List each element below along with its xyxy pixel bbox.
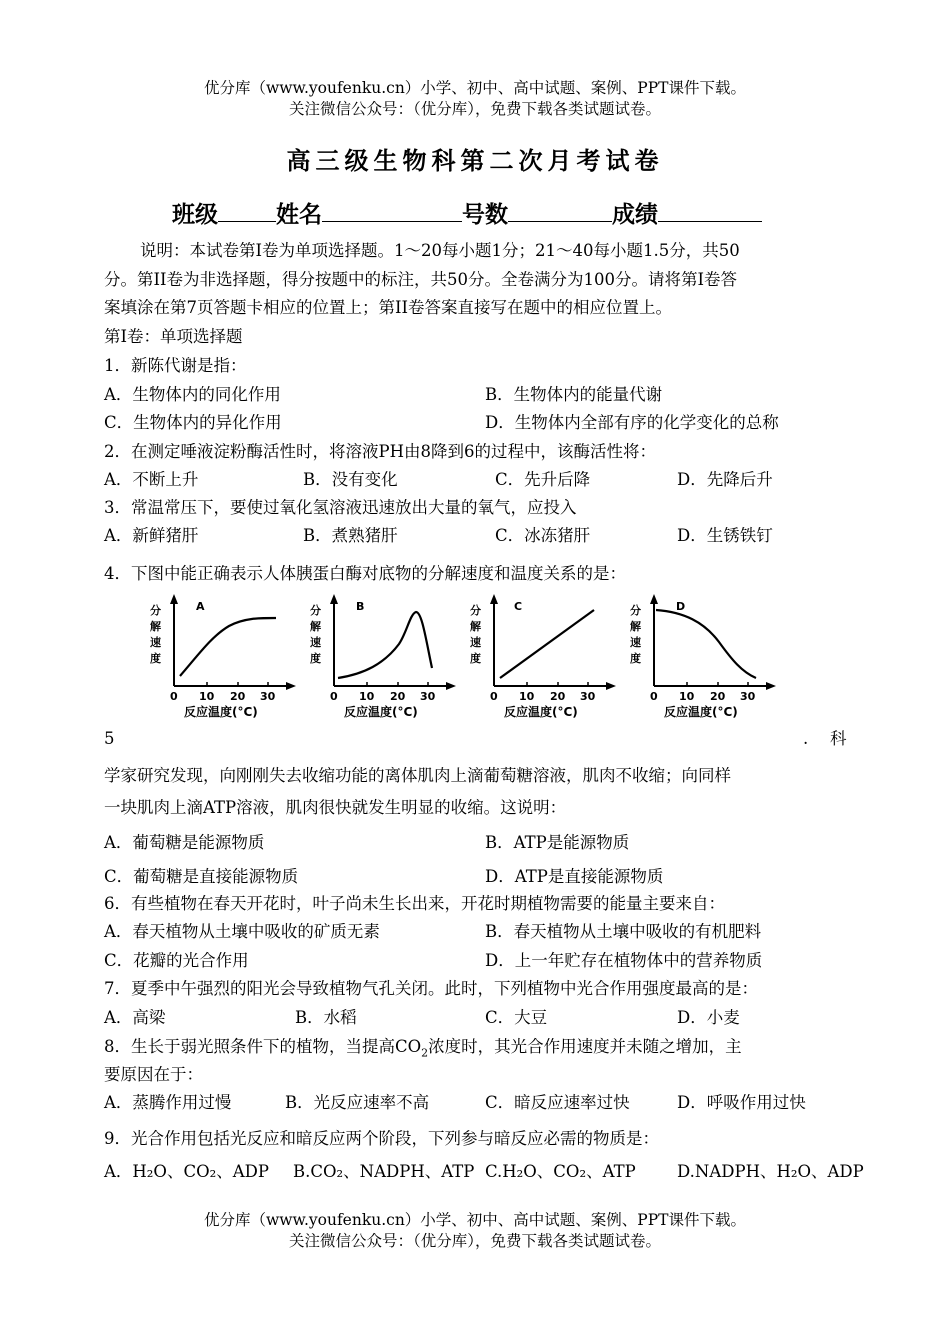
q7-option-a: A．高梁 [104,1008,166,1027]
graph-b-ylabel [310,603,322,665]
q8-stem-line2: 要原因在于： [104,1065,203,1084]
graph-a-ylabel [150,603,162,665]
q6-option-b: B．春天植物从土壤中吸收的有机肥料 [485,922,762,941]
q1-option-a: A．生物体内的同化作用 [104,385,281,404]
graph-a-ticks [170,690,276,703]
graph-b-ticks [330,690,436,703]
q7-stem: 7．夏季中午强烈的阳光会导致植物气孔关闭。此时，下列植物中光合作用强度最高的是： [104,979,758,998]
q8-stem-post: 浓度时，其光合作用速度并未随之增加，主 [428,1037,742,1056]
header-ad-line1: 优分库（www.youfenku.cn）小学、初中、高中试题、案例、PPT课件下载。 [203,79,747,97]
graph-c-ylabel [470,603,482,665]
graph-c-ticks [490,690,596,703]
q6-option-c: C．花瓣的光合作用 [104,951,249,970]
svg-text:30: 30 [580,690,596,703]
graph-c [464,592,624,720]
q1-option-c: C．生物体内的异化作用 [104,413,282,432]
q1-option-d: D．生物体内全部有序的化学变化的总称 [485,413,779,432]
q1-option-b: B．生物体内的能量代谢 [485,385,663,404]
q3-option-d: D．生锈铁钉 [677,526,773,545]
q5-stem-line3: 一块肌肉上滴ATP溶液，肌肉很快就发生明显的收缩。这说明： [104,798,567,817]
q5-option-d: D．ATP是直接能源物质 [485,867,664,886]
class-label: 班级 [172,201,218,228]
footer-ad-line1: 优分库（www.youfenku.cn）小学、初中、高中试题、案例、PPT课件下载。 [203,1211,747,1229]
svg-text:度: 度 [310,652,321,665]
graph-b [304,592,464,720]
q6-option-a: A．春天植物从土壤中吸收的矿质无素 [104,922,380,941]
svg-text:20: 20 [390,690,406,703]
student-info-row [172,196,762,229]
graph-b-xlabel: 反应温度(°C) [344,705,418,719]
svg-text:解: 解 [150,620,161,633]
q8-option-a: A．蒸腾作用过慢 [104,1093,232,1112]
header-ad [0,78,950,120]
instructions-line1: 说明：本试卷第Ⅰ卷为单项选择题。1～20每小题1分；21～40每小题1.5分，共50 [140,241,740,260]
q4-stem: 4．下图中能正确表示人体胰蛋白酶对底物的分解速度和温度关系的是： [104,564,626,583]
q9-option-a: A．H₂O、CO₂、ADP [104,1162,269,1181]
graph-d-curve [656,610,756,678]
name-label: 姓名 [276,201,322,228]
footer-ad [0,1210,950,1252]
q5-option-c: C．葡萄糖是直接能源物质 [104,867,299,886]
header-ad-line2: 关注微信公众号：（优分库），免费下载各类试题试卷。 [288,100,661,118]
svg-text:速: 速 [310,636,321,649]
svg-text:0: 0 [170,690,178,703]
svg-text:30: 30 [420,690,436,703]
q9-option-d: D.NADPH、H₂O、ADP [677,1162,864,1181]
graph-c-xlabel: 反应温度(°C) [504,705,578,719]
q5-stem-line2: 学家研究发现，向刚刚失去收缩功能的离体肌肉上滴葡萄糖溶液，肌肉不收缩；向同样 [104,766,731,785]
q3-option-b: B．煮熟猪肝 [303,526,398,545]
svg-text:0: 0 [490,690,498,703]
svg-text:10: 10 [519,690,535,703]
graph-d-letter: D [676,600,686,613]
svg-text:10: 10 [359,690,375,703]
footer-ad-line2: 关注微信公众号：（优分库），免费下载各类试题试卷。 [288,1232,661,1250]
svg-text:速: 速 [470,636,481,649]
q7-option-c: C．大豆 [485,1008,548,1027]
q5-first-char: 科 [830,729,847,748]
svg-text:速: 速 [150,636,161,649]
q8-option-b: B．光反应速率不高 [285,1093,430,1112]
q8-stem-pre: 8．生长于弱光照条件下的植物，当提高CO [104,1037,422,1056]
q2-option-d: D．先降后升 [677,470,773,489]
class-blank[interactable] [218,199,276,222]
graph-d-ylabel [630,603,642,665]
svg-text:度: 度 [470,652,481,665]
graph-a-svg [144,592,304,720]
q5-option-a: A．葡萄糖是能源物质 [104,833,265,852]
q7-option-d: D．小麦 [677,1008,740,1027]
svg-text:速: 速 [630,636,641,649]
q2-option-c: C．先升后降 [495,470,591,489]
svg-text:30: 30 [740,690,756,703]
svg-text:20: 20 [710,690,726,703]
q8-stem [104,1036,742,1064]
svg-text:分: 分 [630,604,641,617]
q8-option-c: C．暗反应速率过快 [485,1093,630,1112]
q9-option-c: C.H₂O、CO₂、ATP [485,1162,636,1181]
svg-text:10: 10 [199,690,215,703]
q3-option-c: C．冰冻猪肝 [495,526,591,545]
q2-option-a: A．不断上升 [104,470,199,489]
graph-a-letter: A [196,600,205,613]
q8-option-d: D．呼吸作用过快 [677,1093,806,1112]
number-label: 号数 [462,201,508,228]
svg-text:20: 20 [550,690,566,703]
svg-text:0: 0 [330,690,338,703]
graph-d [624,592,784,720]
section-title: 第Ⅰ卷：单项选择题 [104,327,243,346]
graph-d-svg [624,592,784,720]
number-blank[interactable] [508,199,612,222]
q5-dot: . [803,729,809,748]
svg-text:0: 0 [650,690,658,703]
q3-option-a: A．新鲜猪肝 [104,526,199,545]
svg-text:解: 解 [630,620,641,633]
q6-option-d: D．上一年贮存在植物体中的营养物质 [485,951,763,970]
q2-option-b: B．没有变化 [303,470,398,489]
page-title: 高三级生物科第二次月考试卷 [286,146,664,175]
svg-text:分: 分 [470,604,481,617]
instructions-line2: 分。第II卷为非选择题，得分按题中的标注，共50分。全卷满分为100分。请将第Ⅰ卷答 [104,270,738,289]
svg-text:10: 10 [679,690,695,703]
score-label: 成绩 [612,201,658,228]
score-blank[interactable] [658,199,762,222]
graph-c-letter: C [514,600,523,613]
graph-b-curve [338,612,432,678]
q1-stem: 1．新陈代谢是指： [104,356,247,375]
graph-c-curve [500,610,594,678]
svg-text:解: 解 [470,620,481,633]
q8-stem-sub: 2 [421,1046,429,1060]
svg-text:度: 度 [630,652,641,665]
graph-a [144,592,304,720]
svg-text:分: 分 [310,604,321,617]
svg-text:30: 30 [260,690,276,703]
svg-text:解: 解 [310,620,321,633]
q9-stem: 9．光合作用包括光反应和暗反应两个阶段，下列参与暗反应必需的物质是： [104,1129,659,1148]
q5-option-b: B．ATP是能源物质 [485,833,630,852]
graph-b-letter: B [356,600,365,613]
graph-b-svg [304,592,464,720]
q2-stem: 2．在测定唾液淀粉酶活性时，将溶液PH由8降到6的过程中，该酶活性将： [104,442,656,461]
instructions-line3: 案填涂在第7页答题卡相应的位置上；第II卷答案直接写在题中的相应位置上。 [104,298,673,317]
q7-option-b: B．水稻 [295,1008,357,1027]
graph-d-xlabel: 反应温度(°C) [664,705,738,719]
graph-d-ticks [650,690,756,703]
q6-stem: 6．有些植物在春天开花时，叶子尚未生长出来，开花时期植物需要的能量主要来自： [104,894,725,913]
svg-text:分: 分 [150,604,161,617]
graph-c-svg [464,592,624,720]
graph-a-curve [180,618,276,676]
svg-text:20: 20 [230,690,246,703]
q3-stem: 3．常温常压下，要使过氧化氢溶液迅速放出大量的氧气，应投入 [104,498,577,517]
graph-a-xlabel: 反应温度(°C) [184,705,258,719]
q5-number: 5 [104,729,115,748]
svg-text:度: 度 [150,652,161,665]
name-blank[interactable] [322,199,462,222]
q9-option-b: B.CO₂、NADPH、ATP [293,1162,475,1181]
